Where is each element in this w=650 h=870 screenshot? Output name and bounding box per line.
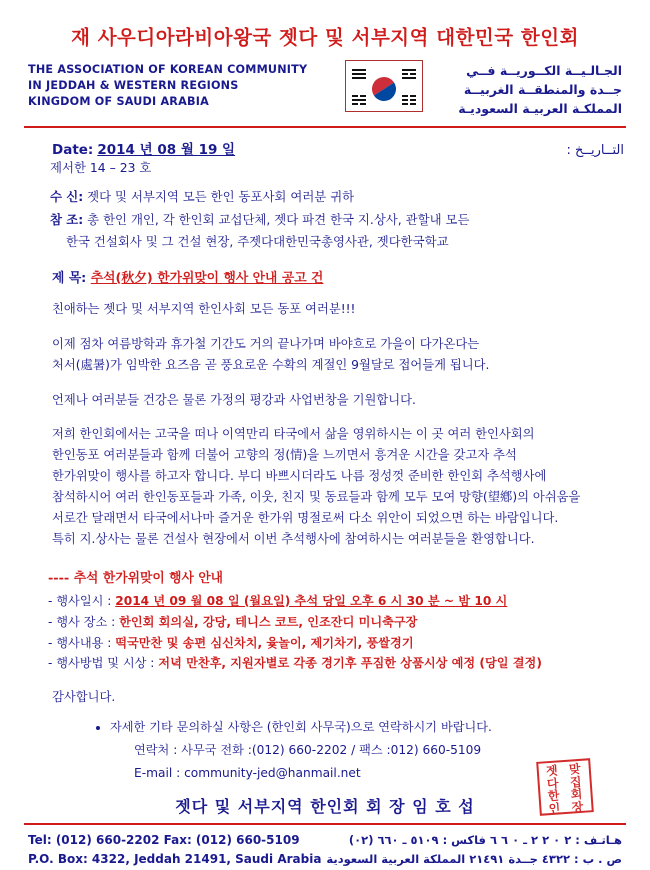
contact-phone-line: 연락처 : 사무국 전화 :(012) 660-2202 / 팩스 :012) 660-5109: [134, 743, 482, 758]
recipient-cc-line-1: 총 한인 개인, 각 한인회 교섭단체, 젯다 파견 한국 지.상사, 관할내 모든: [87, 211, 470, 227]
footer-address-line: P.O. Box: 4322, Jeddah 21491, Saudi Arabia: [28, 852, 322, 867]
event-item-awards-value: 저녁 만찬후, 지원자별로 각종 경기후 푸짐한 상품시상 예정 (당일 결정): [158, 656, 542, 671]
footer-phone-line: Tel: (012) 660-2202 Fax: (012) 660-5109: [28, 833, 300, 848]
paragraph-3-line-1: 저희 한인회에서는 고국을 떠나 이역만리 타국에서 삶을 영위하시는 이 곳 여러 한인사회의: [52, 427, 535, 442]
date-arabic-label: التــاريــخ :: [566, 143, 624, 159]
paragraph-3-line-4: 참석하시어 여러 한인동포들과 가족, 이웃, 친지 및 동료들과 함께 모두 모여 망향(望鄕)의 아쉬움을: [52, 489, 581, 504]
stamp-char-1: 젯다: [545, 763, 560, 792]
event-item-program-value: 떡국만찬 및 송편 심신차치, 윷놀이, 제기차기, 풍쌀경기: [115, 635, 414, 650]
letterhead-arabic-line-2: جــدة والمنطقــة الغربيــة: [463, 81, 622, 97]
event-item-datetime-label: - 행사일시 :: [48, 593, 112, 608]
event-item-awards-label: - 행사방법 및 시상 :: [48, 656, 155, 671]
contact-email-line[interactable]: E-mail : community-jed@hanmail.net: [134, 765, 361, 780]
subject-row: [22, 267, 628, 286]
letterhead-korean-title: 재 사우디아라비아왕국 젯다 및 서부지역 대한민국 한인회: [71, 26, 579, 49]
event-item-awards: [22, 653, 628, 674]
recipient-cc-line-2-row: [22, 232, 628, 251]
letterhead-row: [22, 60, 628, 118]
paragraph-3-line-3: 한가위맞이 행사를 하고자 합니다. 부디 바쁘시더라도 나름 정성껏 준비한 한인회 추석행사에: [52, 468, 547, 483]
subject-value: 추석(秋夕) 한가위맞이 행사 안내 공고 건: [90, 271, 324, 287]
event-item-datetime: [22, 591, 628, 612]
paragraph-2-line-1: 언제나 여러분들 건강은 물론 가정의 평강과 사업번창을 기원합니다.: [52, 392, 416, 407]
stamp-char-2: 맞집: [568, 762, 583, 790]
document-number: [22, 158, 628, 177]
subject-label: 제 목:: [52, 271, 87, 287]
recipient-cc-label: 참 조:: [50, 211, 84, 227]
date-label: Date:: [52, 142, 94, 159]
letterhead-english-line-1: THE ASSOCIATION OF KOREAN COMMUNITY: [28, 63, 308, 76]
event-heading: ---- 추석 한가위맞이 행사 안내: [48, 570, 224, 586]
event-item-location: [22, 612, 628, 633]
date-row: [22, 138, 628, 158]
paragraph-3-line-6: 특히 지.상사는 물론 건설사 현장에서 이번 추석행사에 참여하시는 여러분들을 환영합니다.: [52, 531, 535, 546]
footer-row: [22, 831, 628, 869]
recipient-to-label: 수 신:: [50, 189, 84, 205]
paragraph-1-line-1: 이제 점차 여름방학과 휴가철 기간도 거의 끝나가며 바야흐로 가을이 다가온다는: [52, 336, 480, 351]
footer-arabic-phone-line: هـاتـف : ٢ ٠ ٢ ٢ ـ ٠ ٦ ٦ فاكس : ٥١٠٩ ـ ٦٦٠ (٠٢): [348, 833, 622, 848]
footer-arabic-address-line: ص . ب : ٤٣٢٢ جــدة ٢١٤٩١ المملكة العربية السعودية: [326, 851, 622, 866]
date-block: [52, 138, 239, 158]
stamp-char-4: 회장: [570, 787, 585, 815]
document-number-value: 14 – 23 호: [89, 160, 152, 176]
paragraph-1-line-2: 처서(處暑)가 임박한 요즈음 곧 풍요로운 수확의 계절인 9월달로 접어들게 됩니다.: [52, 358, 490, 373]
letterhead-arabic-line-3: المملكـة العربيـة السعوديـة: [458, 100, 622, 116]
stamp-char-3: 한인: [547, 788, 562, 817]
greeting-line: 친애하는 젯다 및 서부지역 한인사회 모든 동포 여러분!!!: [52, 302, 356, 317]
recipient-cc-row: [22, 210, 628, 229]
letterhead-english-line-3: KINGDOM OF SAUDI ARABIA: [28, 95, 209, 109]
recipient-to-row: [22, 187, 628, 206]
footer-english-block: [28, 831, 321, 869]
recipient-cc-line-2: 한국 건설회사 및 그 건설 현장, 주젯다대한민국총영사관, 젯다한국학교: [66, 233, 449, 249]
document-number-label: 제서한: [50, 160, 86, 176]
event-item-datetime-value: 2014 년 09 월 08 일 (월요일) 추석 당일 오후 6 시 30 분 ~ 밤 10 시: [115, 593, 508, 608]
korean-flag-icon: [345, 60, 421, 110]
paragraph-3-line-5: 서로간 달래면서 타국에서나마 즐거운 한가위 명절로써 다소 위안이 되었으면 하는 바람입니다.: [52, 510, 559, 525]
header-divider: [24, 126, 626, 128]
letterhead-arabic-line-1: الجـالـيــة الكــوريــة فــي: [466, 63, 622, 78]
official-seal-stamp-icon: [536, 758, 594, 816]
footer-divider: [24, 823, 626, 825]
closing-line: 감사합니다.: [52, 690, 116, 705]
letterhead-english-block: [28, 60, 307, 111]
signature-line: 젯다 및 서부지역 한인회 회 장 임 호 섭: [175, 797, 475, 817]
event-item-program-label: - 행사내용 :: [48, 635, 112, 650]
date-value: 2014 년 08 월 19 일: [97, 142, 236, 159]
letterhead-arabic-block: [458, 60, 622, 118]
event-item-location-label: - 행사 장소 :: [48, 614, 116, 629]
list-item: • 자세한 기타 문의하실 사항은 (한인회 사무국)으로 연락하시기 바랍니다.: [110, 716, 628, 739]
event-item-location-value: 한인회 회의실, 강당, 테니스 코트, 인조잔디 미니축구장: [119, 614, 418, 629]
notice-list: [22, 716, 628, 739]
footer-arabic-block: [326, 831, 622, 868]
event-item-program: [22, 633, 628, 654]
recipient-to-value: 젯다 및 서부지역 모든 한인 동포사회 여러분 귀하: [87, 189, 355, 205]
letterhead-english-line-2: IN JEDDAH & WESTERN REGIONS: [28, 79, 239, 93]
paragraph-3-line-2: 한인동포 여러분들과 함께 더불어 고향의 정(情)을 느끼면서 흥겨운 시간을 갖고자 추석: [52, 448, 517, 463]
